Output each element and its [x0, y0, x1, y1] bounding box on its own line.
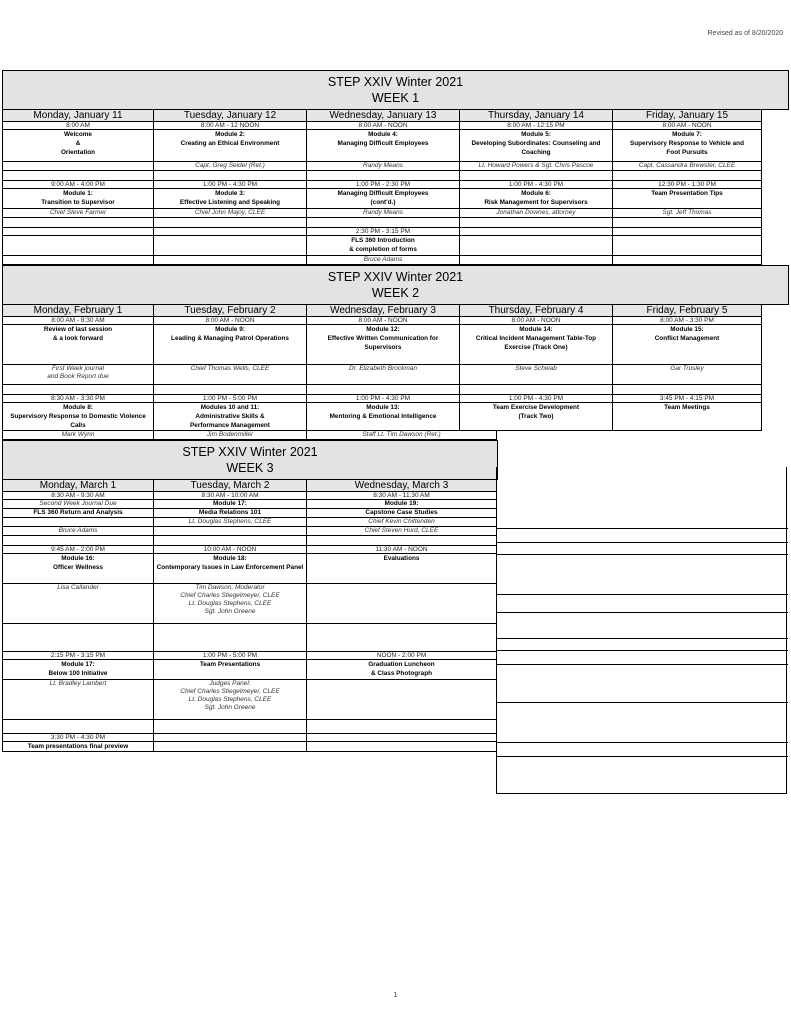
presenter: Chief Steve Farmer	[2, 209, 154, 218]
session-time: 8:30 AM - 3:30 PM	[2, 395, 154, 403]
session-time: 8:00 AM - NOON	[460, 317, 613, 325]
session-title: Team presentations final preview	[2, 742, 154, 752]
day-header: Monday, March 1	[2, 480, 154, 492]
spacer-row	[2, 218, 789, 228]
week2-time-row	[2, 317, 789, 325]
presenter: Randy Means	[307, 209, 460, 218]
presenter: Capt. Greg Seidel (Ret.)	[154, 162, 307, 171]
day-header: Wednesday, February 3	[307, 305, 460, 317]
week3-session-row	[2, 554, 498, 584]
session-title: FLS 360 Return and Analysis	[2, 509, 154, 518]
presenter: Gar Trusley	[613, 365, 762, 385]
session-time: 8:00 AM - NOON	[307, 122, 460, 130]
week1-label: WEEK 1	[371, 91, 420, 105]
presenter: Tim Dawson, Moderator Chief Charles Stiegelmeyer, CLEE Lt. Douglas Stephens, CLEE Sgt. John Greene	[154, 584, 307, 624]
week2-label: WEEK 2	[371, 286, 420, 300]
session-time: 8:00 AM - NOON	[154, 317, 307, 325]
presenter: Lt. Howard Powers & Sgt. Chris Pascoe	[460, 162, 613, 171]
week2-presenter-row	[2, 431, 498, 440]
presenter: Chief John Majoy, CLEE	[154, 209, 307, 218]
day-header: Tuesday, March 2	[154, 480, 307, 492]
day-header: Thursday, January 14	[460, 110, 613, 122]
session-time: 8:00 AM - 8:30 AM	[2, 317, 154, 325]
week3-time-row	[2, 546, 498, 554]
session-title: Module 15: Conflict Management	[613, 325, 762, 365]
presenter: Staff Lt. Tim Dawson (Ret.)	[307, 431, 497, 440]
week2-session-row	[2, 403, 789, 431]
presenter: Chief Steven Hurd, CLEE	[307, 527, 497, 536]
page-number: 1	[393, 992, 398, 999]
week2-day-header	[2, 305, 789, 317]
session-time: 11:30 AM - NOON	[307, 546, 497, 554]
week3-time-row	[2, 492, 498, 500]
session-title: Module 9: Leading & Managing Patrol Operations	[154, 325, 307, 365]
session-title: Module 4: Managing Difficult Employees	[307, 130, 460, 162]
week1-time-row	[2, 228, 789, 236]
spacer-row	[2, 624, 498, 652]
week2-title: STEP XXIV Winter 2021	[327, 270, 464, 284]
session-title: Module 19:	[307, 500, 497, 509]
day-header: Thursday, February 4	[460, 305, 613, 317]
session-time: 8:00 AM - 12:15 PM	[460, 122, 613, 130]
session-title: Evaluations	[307, 554, 497, 584]
presenter: Steve Schwab	[460, 365, 613, 385]
session-title: Managing Difficult Employees (cont'd.)	[307, 189, 460, 209]
day-header: Friday, January 15	[613, 110, 762, 122]
week3-session-row	[2, 660, 498, 680]
session-title: Module 18: Contemporary Issues in Law Enforcement Panel	[154, 554, 307, 584]
presenter: Bruce Adams	[2, 527, 154, 536]
presenter	[2, 518, 154, 527]
week1-time-row	[2, 181, 789, 189]
presenter: Randy Means	[307, 162, 460, 171]
session-title: Capstone Case Studies	[307, 509, 497, 518]
presenter: Dr. Elizabeth Brockman	[307, 365, 460, 385]
week1-day-header	[2, 110, 789, 122]
session-title: Module 1: Transition to Supervisor	[2, 189, 154, 209]
presenter	[2, 162, 154, 171]
session-title: Team Presentation Tips	[613, 189, 762, 209]
session-title: Module 2: Creating an Ethical Environment	[154, 130, 307, 162]
session-time: 1:00 PM - 4:30 PM	[307, 395, 460, 403]
week2-session-row	[2, 325, 789, 365]
session-title: Team Meetings	[613, 403, 762, 431]
session-time: 2:30 PM - 3:15 PM	[307, 228, 460, 236]
presenter: Mark Wynn	[2, 431, 154, 440]
day-header: Wednesday, March 3	[307, 480, 497, 492]
week3-presenter-row	[2, 527, 498, 536]
session-time: 8:00 AM - NOON	[307, 317, 460, 325]
session-time: 8:30 AM - 11:30 AM	[307, 492, 497, 500]
presenter: Lt. Bradley Lambert	[2, 680, 154, 720]
session-title: Module 14: Critical Incident Management Table-Top Exercise (Track One)	[460, 325, 613, 365]
week3-time-row	[2, 652, 498, 660]
session-title: Module 12: Effective Written Communication for Supervisors	[307, 325, 460, 365]
session-title: Team Presentations	[154, 660, 307, 680]
day-header: Wednesday, January 13	[307, 110, 460, 122]
session-title: Module 3: Effective Listening and Speaking	[154, 189, 307, 209]
week3-banner	[2, 440, 498, 480]
day-header: Monday, January 11	[2, 110, 154, 122]
session-time: 1:00 PM - 5:00 PM	[154, 395, 307, 403]
session-title: Team Exercise Development (Track Two)	[460, 403, 613, 431]
session-title: Module 17: Below 100 Initiative	[2, 660, 154, 680]
week3-day-header	[2, 480, 498, 492]
session-title: Welcome & Orientation	[2, 130, 154, 162]
session-time: 9:00 AM - 4:00 PM	[2, 181, 154, 189]
session-title: Module 16: Officer Wellness	[2, 554, 154, 584]
week1-presenter-row	[2, 209, 789, 218]
spacer-row	[2, 536, 498, 546]
spacer-row	[2, 385, 789, 395]
spacer-row	[2, 720, 498, 734]
week2-time-row	[2, 395, 789, 403]
session-time: 2:15 PM - 3:15 PM	[2, 652, 154, 660]
week3-presenter-row	[2, 680, 498, 720]
presenter: Lisa Callander	[2, 584, 154, 624]
empty-grid	[496, 467, 787, 794]
session-time: 3:30 PM - 4:30 PM	[2, 734, 154, 742]
presenter: Sgt. Jeff Thomas	[613, 209, 762, 218]
week3-title: STEP XXIV Winter 2021	[182, 445, 318, 459]
session-time: 8:00 AM - 3:30 PM	[613, 317, 762, 325]
week1-time-row	[2, 122, 789, 130]
session-title: Graduation Luncheon & Class Photograph	[307, 660, 497, 680]
session-time: 8:00 AM	[2, 122, 154, 130]
session-time: 8:30 AM - 10:00 AM	[154, 492, 307, 500]
week3-presenter-row	[2, 518, 498, 527]
presenter: Jim Bodenmiller	[154, 431, 307, 440]
week3-presenter-row	[2, 584, 498, 624]
session-time: 9:45 AM - 2:00 PM	[2, 546, 154, 554]
spacer-row	[2, 171, 789, 181]
presenter: Lt. Douglas Stephens, CLEE	[154, 518, 307, 527]
presenter	[154, 527, 307, 536]
presenter	[307, 584, 497, 624]
session-time: NOON - 2:00 PM	[307, 652, 497, 660]
presenter: Chief Kevin Chittenden	[307, 518, 497, 527]
week1-session-row	[2, 189, 789, 209]
week1-presenter-row	[2, 162, 789, 171]
week1-session-row	[2, 236, 789, 256]
session-note: Second Week Journal Due	[2, 500, 154, 509]
presenter: First Week journal and Book Report due	[2, 365, 154, 385]
session-time: 12:30 PM - 1:30 PM	[613, 181, 762, 189]
session-title: FLS 360 Introduction & completion of forms	[307, 236, 460, 256]
week1-presenter-row	[2, 256, 789, 265]
day-header: Tuesday, January 12	[154, 110, 307, 122]
session-title: Module 8: Supervisory Response to Domestic Violence Calls	[2, 403, 154, 431]
week3-session-row	[2, 500, 498, 509]
session-time: 8:00 AM - 12 NOON	[154, 122, 307, 130]
week3-session-row	[2, 742, 498, 752]
week1-session-row	[2, 130, 789, 162]
presenter: Jonathan Downes, attorney	[460, 209, 613, 218]
presenter	[307, 680, 497, 720]
week1-title: STEP XXIV Winter 2021	[327, 75, 464, 89]
session-time: 3:45 PM - 4:15 PM	[613, 395, 762, 403]
session-title: Modules 10 and 11: Administrative Skills & Performance Management	[154, 403, 307, 431]
session-time: 1:00 PM - 2:30 PM	[307, 181, 460, 189]
week3-label: WEEK 3	[226, 461, 274, 475]
day-header: Tuesday, February 2	[154, 305, 307, 317]
week3-session-row	[2, 509, 498, 518]
session-time: 8:00 AM - NOON	[613, 122, 762, 130]
week2-presenter-row	[2, 365, 789, 385]
session-title: Module 7: Supervisory Response to Vehicle and Foot Pursuits	[613, 130, 762, 162]
presenter: Chief Thomas Wells, CLEE	[154, 365, 307, 385]
session-title: Module 5: Developing Subordinates: Counseling and Coaching	[460, 130, 613, 162]
session-time: 1:00 PM - 4:30 PM	[460, 181, 613, 189]
session-time: 10:00 AM - NOON	[154, 546, 307, 554]
session-title: Module 17:	[154, 500, 307, 509]
session-time: 8:30 AM - 9:30 AM	[2, 492, 154, 500]
session-time: 1:00 PM - 4:30 PM	[460, 395, 613, 403]
presenter: Capt. Cassandra Brewster, CLEE	[613, 162, 762, 171]
session-time: 1:00 PM - 4:30 PM	[154, 181, 307, 189]
week3-time-row	[2, 734, 498, 742]
session-title: Review of last session & a look forward	[2, 325, 154, 365]
session-time: 1:00 PM - 5:00 PM	[154, 652, 307, 660]
day-header: Monday, February 1	[2, 305, 154, 317]
revised-date: Revised as of 8/20/2020	[707, 30, 783, 37]
week1-banner	[2, 70, 789, 110]
session-title: Module 6: Risk Management for Supervisors	[460, 189, 613, 209]
presenter: Judges Panel: Chief Charles Stiegelmeyer, CLEE Lt. Douglas Stephens, CLEE Sgt. John Greene	[154, 680, 307, 720]
day-header: Friday, February 5	[613, 305, 762, 317]
presenter: Bruce Adams	[307, 256, 460, 265]
session-title: Media Relations 101	[154, 509, 307, 518]
session-title: Module 13: Mentoring & Emotional Intelligence	[307, 403, 460, 431]
week2-banner	[2, 265, 789, 305]
